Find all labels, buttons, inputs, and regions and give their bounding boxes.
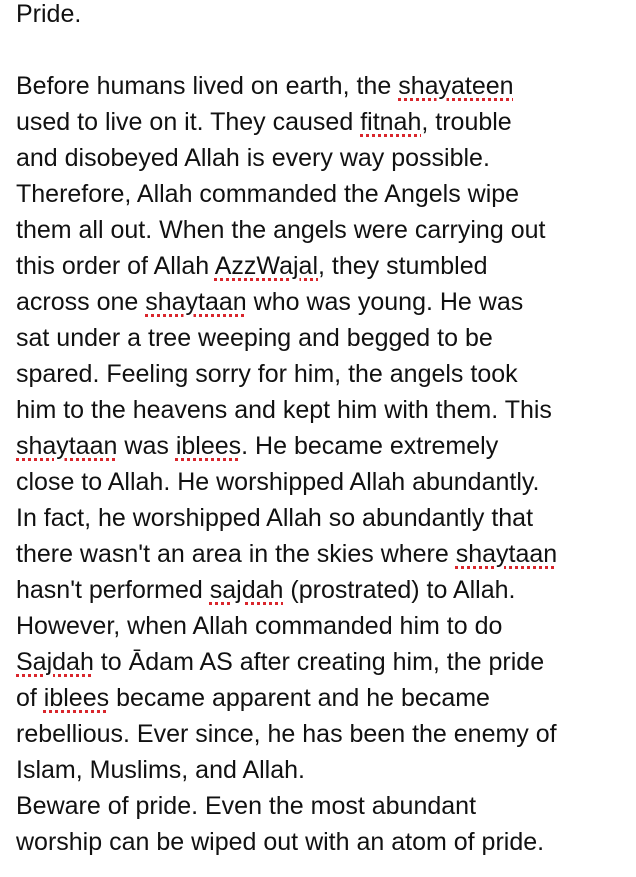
text-line: Sajdah to Ādam AS after creating him, the pride [16,648,545,676]
text-line: this order of Allah AzzWajal, they stumbled [16,252,488,280]
spellcheck-flagged-word[interactable]: shayateen [398,72,514,100]
text-line: However, when Allah commanded him to do [16,612,503,640]
text-line: of iblees became apparent and he became [16,684,490,712]
paragraph-1 [16,68,636,788]
document-title: Pride. [16,0,82,28]
text-line: there wasn't an area in the skies where shaytaan [16,540,558,568]
text-line: Therefore, Allah commanded the Angels wipe [16,180,520,208]
text-line: close to Allah. He worshipped Allah abundantly. [16,468,540,496]
document-body [16,0,636,860]
text-line: and disobeyed Allah is every way possible. [16,144,490,172]
text-line: rebellious. Ever since, he has been the enemy of [16,720,557,748]
spellcheck-flagged-word[interactable]: shaytaan [455,540,558,568]
spellcheck-flagged-word[interactable]: sajdah [209,576,284,604]
text-line: sat under a tree weeping and begged to be [16,324,493,352]
spellcheck-flagged-word[interactable]: AzzWajal [214,252,318,280]
spellcheck-flagged-word[interactable]: shaytaan [16,432,118,460]
text-line: Islam, Muslims, and Allah. [16,756,305,784]
text-line: used to live on it. They caused fitnah, trouble [16,108,512,136]
text-line: Before humans lived on earth, the shayateen [16,72,514,100]
text-line: him to the heavens and kept him with them. This [16,396,552,424]
text-line: spared. Feeling sorry for him, the angels took [16,360,518,388]
text-line: across one shaytaan who was young. He was [16,288,524,316]
spellcheck-flagged-word[interactable]: iblees [43,684,110,712]
text-line: In fact, he worshipped Allah so abundantly that [16,504,534,532]
paragraph-2 [16,788,636,860]
text-line: Beware of pride. Even the most abundant [16,792,477,820]
spellcheck-flagged-word[interactable]: iblees [175,432,242,460]
text-line: them all out. When the angels were carrying out [16,216,546,244]
blank-line [16,32,636,68]
spellcheck-flagged-word[interactable]: shaytaan [145,288,247,316]
text-line: worship can be wiped out with an atom of pride. [16,828,545,856]
spellcheck-flagged-word[interactable]: Sajdah [16,648,94,676]
text-line: hasn't performed sajdah (prostrated) to Allah. [16,576,516,604]
text-line: shaytaan was iblees. He became extremely [16,432,499,460]
spellcheck-flagged-word[interactable]: fitnah [360,108,422,136]
